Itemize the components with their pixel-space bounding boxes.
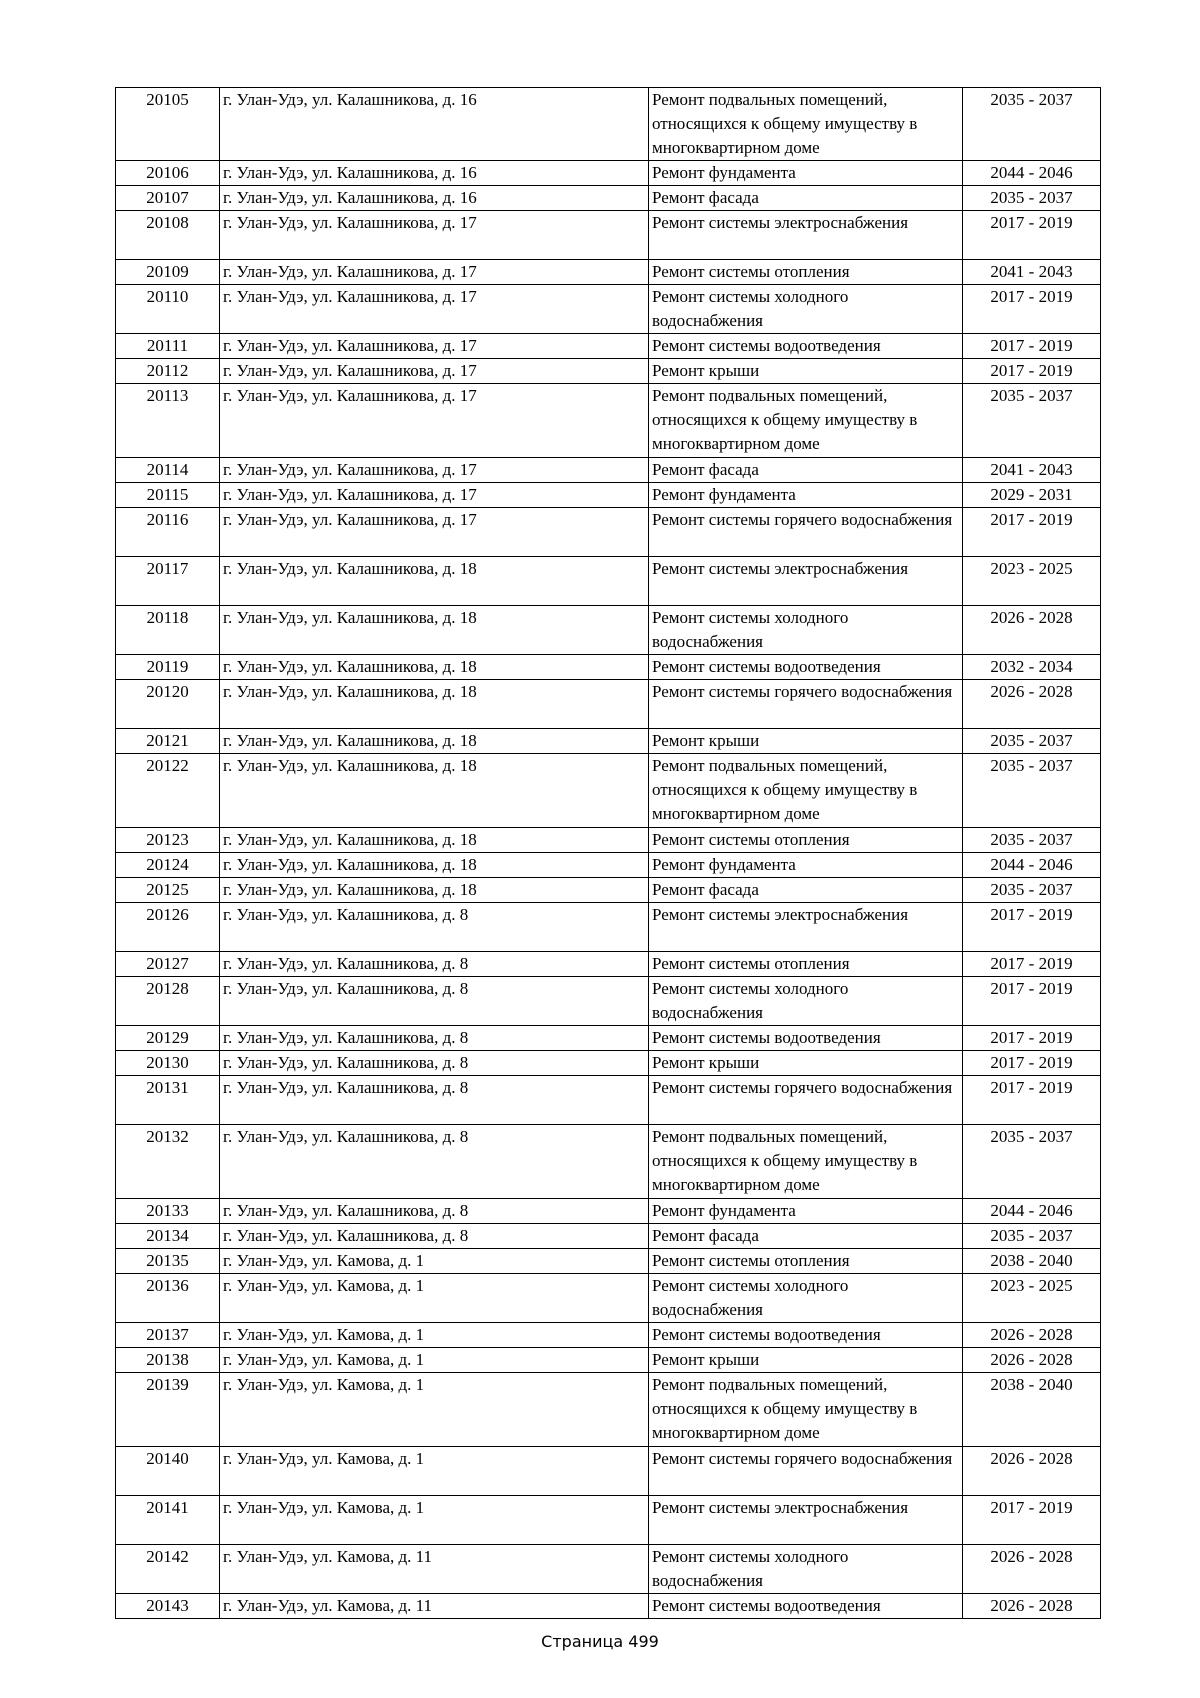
address-cell: г. Улан-Удэ, ул. Калашникова, д. 17 bbox=[220, 334, 649, 359]
address-cell: г. Улан-Удэ, ул. Калашникова, д. 8 bbox=[220, 1224, 649, 1249]
row-id-cell: 20137 bbox=[116, 1323, 220, 1348]
address-cell: г. Улан-Удэ, ул. Камова, д. 1 bbox=[220, 1274, 649, 1323]
address-cell: г. Улан-Удэ, ул. Камова, д. 1 bbox=[220, 1323, 649, 1348]
period-cell: 2026 - 2028 bbox=[963, 680, 1101, 729]
work-type-cell: Ремонт системы холодного водоснабжения bbox=[649, 1274, 963, 1323]
address-cell: г. Улан-Удэ, ул. Калашникова, д. 17 bbox=[220, 285, 649, 334]
row-id-cell: 20129 bbox=[116, 1026, 220, 1051]
work-type-cell: Ремонт крыши bbox=[649, 729, 963, 754]
period-cell: 2035 - 2037 bbox=[963, 384, 1101, 458]
period-cell: 2035 - 2037 bbox=[963, 754, 1101, 828]
work-type-cell: Ремонт подвальных помещений, относящихся к общему имуществу в многоквартирном доме bbox=[649, 384, 963, 458]
period-cell: 2017 - 2019 bbox=[963, 285, 1101, 334]
row-id-cell: 20139 bbox=[116, 1373, 220, 1447]
period-cell: 2026 - 2028 bbox=[963, 1545, 1101, 1594]
work-type-cell: Ремонт системы водоотведения bbox=[649, 655, 963, 680]
table-body bbox=[116, 88, 1101, 1619]
address-cell: г. Улан-Удэ, ул. Калашникова, д. 18 bbox=[220, 606, 649, 655]
row-id-cell: 20105 bbox=[116, 88, 220, 161]
table-row bbox=[116, 384, 1101, 458]
period-cell: 2017 - 2019 bbox=[963, 1026, 1101, 1051]
address-cell: г. Улан-Удэ, ул. Калашникова, д. 8 bbox=[220, 1125, 649, 1199]
work-type-cell: Ремонт системы горячего водоснабжения bbox=[649, 1447, 963, 1496]
table-row bbox=[116, 903, 1101, 952]
address-cell: г. Улан-Удэ, ул. Калашникова, д. 8 bbox=[220, 903, 649, 952]
table-row bbox=[116, 655, 1101, 680]
table-row bbox=[116, 1026, 1101, 1051]
work-type-cell: Ремонт системы электроснабжения bbox=[649, 1496, 963, 1545]
period-cell: 2017 - 2019 bbox=[963, 359, 1101, 384]
table-row bbox=[116, 952, 1101, 977]
row-id-cell: 20136 bbox=[116, 1274, 220, 1323]
period-cell: 2017 - 2019 bbox=[963, 211, 1101, 260]
address-cell: г. Улан-Удэ, ул. Калашникова, д. 18 bbox=[220, 754, 649, 828]
period-cell: 2041 - 2043 bbox=[963, 260, 1101, 285]
address-cell: г. Улан-Удэ, ул. Камова, д. 1 bbox=[220, 1373, 649, 1447]
table-row bbox=[116, 606, 1101, 655]
row-id-cell: 20126 bbox=[116, 903, 220, 952]
row-id-cell: 20134 bbox=[116, 1224, 220, 1249]
row-id-cell: 20135 bbox=[116, 1249, 220, 1274]
period-cell: 2044 - 2046 bbox=[963, 853, 1101, 878]
row-id-cell: 20115 bbox=[116, 483, 220, 508]
work-type-cell: Ремонт крыши bbox=[649, 359, 963, 384]
address-cell: г. Улан-Удэ, ул. Калашникова, д. 17 bbox=[220, 384, 649, 458]
table-row bbox=[116, 1348, 1101, 1373]
table-row bbox=[116, 458, 1101, 483]
address-cell: г. Улан-Удэ, ул. Калашникова, д. 18 bbox=[220, 655, 649, 680]
address-cell: г. Улан-Удэ, ул. Калашникова, д. 8 bbox=[220, 1076, 649, 1125]
work-type-cell: Ремонт системы электроснабжения bbox=[649, 557, 963, 606]
period-cell: 2041 - 2043 bbox=[963, 458, 1101, 483]
row-id-cell: 20106 bbox=[116, 161, 220, 186]
work-type-cell: Ремонт крыши bbox=[649, 1051, 963, 1076]
address-cell: г. Улан-Удэ, ул. Калашникова, д. 18 bbox=[220, 828, 649, 853]
address-cell: г. Улан-Удэ, ул. Калашникова, д. 16 bbox=[220, 88, 649, 161]
work-type-cell: Ремонт подвальных помещений, относящихся к общему имуществу в многоквартирном доме bbox=[649, 754, 963, 828]
work-type-cell: Ремонт системы горячего водоснабжения bbox=[649, 1076, 963, 1125]
row-id-cell: 20112 bbox=[116, 359, 220, 384]
table-row bbox=[116, 853, 1101, 878]
row-id-cell: 20108 bbox=[116, 211, 220, 260]
table-row bbox=[116, 1323, 1101, 1348]
address-cell: г. Улан-Удэ, ул. Калашникова, д. 18 bbox=[220, 878, 649, 903]
table-row bbox=[116, 285, 1101, 334]
address-cell: г. Улан-Удэ, ул. Камова, д. 1 bbox=[220, 1249, 649, 1274]
period-cell: 2017 - 2019 bbox=[963, 508, 1101, 557]
row-id-cell: 20124 bbox=[116, 853, 220, 878]
address-cell: г. Улан-Удэ, ул. Калашникова, д. 8 bbox=[220, 952, 649, 977]
period-cell: 2026 - 2028 bbox=[963, 606, 1101, 655]
work-type-cell: Ремонт крыши bbox=[649, 1348, 963, 1373]
work-type-cell: Ремонт системы горячего водоснабжения bbox=[649, 508, 963, 557]
period-cell: 2017 - 2019 bbox=[963, 952, 1101, 977]
work-type-cell: Ремонт системы отопления bbox=[649, 1249, 963, 1274]
work-type-cell: Ремонт фасада bbox=[649, 458, 963, 483]
row-id-cell: 20140 bbox=[116, 1447, 220, 1496]
row-id-cell: 20118 bbox=[116, 606, 220, 655]
table-row bbox=[116, 754, 1101, 828]
row-id-cell: 20111 bbox=[116, 334, 220, 359]
table-row bbox=[116, 1249, 1101, 1274]
table-row bbox=[116, 161, 1101, 186]
work-type-cell: Ремонт системы водоотведения bbox=[649, 334, 963, 359]
table-row bbox=[116, 1545, 1101, 1594]
row-id-cell: 20114 bbox=[116, 458, 220, 483]
work-type-cell: Ремонт подвальных помещений, относящихся к общему имуществу в многоквартирном доме bbox=[649, 1125, 963, 1199]
row-id-cell: 20116 bbox=[116, 508, 220, 557]
address-cell: г. Улан-Удэ, ул. Камова, д. 1 bbox=[220, 1447, 649, 1496]
work-type-cell: Ремонт системы электроснабжения bbox=[649, 903, 963, 952]
address-cell: г. Улан-Удэ, ул. Калашникова, д. 18 bbox=[220, 729, 649, 754]
row-id-cell: 20121 bbox=[116, 729, 220, 754]
period-cell: 2029 - 2031 bbox=[963, 483, 1101, 508]
period-cell: 2017 - 2019 bbox=[963, 977, 1101, 1026]
table-row bbox=[116, 1125, 1101, 1199]
row-id-cell: 20142 bbox=[116, 1545, 220, 1594]
table-row bbox=[116, 1373, 1101, 1447]
address-cell: г. Улан-Удэ, ул. Калашникова, д. 17 bbox=[220, 260, 649, 285]
work-type-cell: Ремонт фундамента bbox=[649, 483, 963, 508]
row-id-cell: 20109 bbox=[116, 260, 220, 285]
period-cell: 2035 - 2037 bbox=[963, 878, 1101, 903]
row-id-cell: 20132 bbox=[116, 1125, 220, 1199]
row-id-cell: 20113 bbox=[116, 384, 220, 458]
address-cell: г. Улан-Удэ, ул. Камова, д. 11 bbox=[220, 1594, 649, 1619]
table-row bbox=[116, 1051, 1101, 1076]
period-cell: 2017 - 2019 bbox=[963, 903, 1101, 952]
table-row bbox=[116, 1447, 1101, 1496]
period-cell: 2017 - 2019 bbox=[963, 1076, 1101, 1125]
work-type-cell: Ремонт системы водоотведения bbox=[649, 1594, 963, 1619]
row-id-cell: 20133 bbox=[116, 1199, 220, 1224]
table-row bbox=[116, 1224, 1101, 1249]
table-row bbox=[116, 508, 1101, 557]
work-type-cell: Ремонт подвальных помещений, относящихся к общему имуществу в многоквартирном доме bbox=[649, 1373, 963, 1447]
period-cell: 2044 - 2046 bbox=[963, 1199, 1101, 1224]
address-cell: г. Улан-Удэ, ул. Калашникова, д. 16 bbox=[220, 186, 649, 211]
period-cell: 2032 - 2034 bbox=[963, 655, 1101, 680]
address-cell: г. Улан-Удэ, ул. Камова, д. 1 bbox=[220, 1348, 649, 1373]
row-id-cell: 20128 bbox=[116, 977, 220, 1026]
table-row bbox=[116, 1274, 1101, 1323]
page-number: Страница 499 bbox=[541, 1632, 659, 1651]
address-cell: г. Улан-Удэ, ул. Калашникова, д. 8 bbox=[220, 977, 649, 1026]
table-row bbox=[116, 186, 1101, 211]
table-row bbox=[116, 1594, 1101, 1619]
period-cell: 2017 - 2019 bbox=[963, 1496, 1101, 1545]
row-id-cell: 20110 bbox=[116, 285, 220, 334]
work-type-cell: Ремонт фасада bbox=[649, 878, 963, 903]
table-row bbox=[116, 211, 1101, 260]
address-cell: г. Улан-Удэ, ул. Калашникова, д. 16 bbox=[220, 161, 649, 186]
period-cell: 2035 - 2037 bbox=[963, 729, 1101, 754]
period-cell: 2038 - 2040 bbox=[963, 1249, 1101, 1274]
period-cell: 2035 - 2037 bbox=[963, 828, 1101, 853]
period-cell: 2038 - 2040 bbox=[963, 1373, 1101, 1447]
table-row bbox=[116, 88, 1101, 161]
address-cell: г. Улан-Удэ, ул. Калашникова, д. 8 bbox=[220, 1051, 649, 1076]
work-type-cell: Ремонт фундамента bbox=[649, 853, 963, 878]
period-cell: 2035 - 2037 bbox=[963, 88, 1101, 161]
row-id-cell: 20125 bbox=[116, 878, 220, 903]
period-cell: 2026 - 2028 bbox=[963, 1348, 1101, 1373]
table-row bbox=[116, 1199, 1101, 1224]
period-cell: 2017 - 2019 bbox=[963, 334, 1101, 359]
work-type-cell: Ремонт системы отопления bbox=[649, 828, 963, 853]
work-type-cell: Ремонт фундамента bbox=[649, 1199, 963, 1224]
address-cell: г. Улан-Удэ, ул. Калашникова, д. 18 bbox=[220, 680, 649, 729]
capital-repair-table bbox=[115, 87, 1101, 1619]
address-cell: г. Улан-Удэ, ул. Калашникова, д. 18 bbox=[220, 557, 649, 606]
address-cell: г. Улан-Удэ, ул. Калашникова, д. 8 bbox=[220, 1199, 649, 1224]
period-cell: 2017 - 2019 bbox=[963, 1051, 1101, 1076]
address-cell: г. Улан-Удэ, ул. Калашникова, д. 17 bbox=[220, 458, 649, 483]
row-id-cell: 20123 bbox=[116, 828, 220, 853]
row-id-cell: 20120 bbox=[116, 680, 220, 729]
work-type-cell: Ремонт системы электроснабжения bbox=[649, 211, 963, 260]
address-cell: г. Улан-Удэ, ул. Калашникова, д. 18 bbox=[220, 853, 649, 878]
work-type-cell: Ремонт системы горячего водоснабжения bbox=[649, 680, 963, 729]
work-type-cell: Ремонт фасада bbox=[649, 1224, 963, 1249]
work-type-cell: Ремонт системы холодного водоснабжения bbox=[649, 1545, 963, 1594]
row-id-cell: 20127 bbox=[116, 952, 220, 977]
table-row bbox=[116, 680, 1101, 729]
table-row bbox=[116, 878, 1101, 903]
period-cell: 2026 - 2028 bbox=[963, 1323, 1101, 1348]
row-id-cell: 20117 bbox=[116, 557, 220, 606]
table-row bbox=[116, 483, 1101, 508]
table-row bbox=[116, 729, 1101, 754]
work-type-cell: Ремонт фундамента bbox=[649, 161, 963, 186]
row-id-cell: 20122 bbox=[116, 754, 220, 828]
period-cell: 2026 - 2028 bbox=[963, 1594, 1101, 1619]
address-cell: г. Улан-Удэ, ул. Калашникова, д. 17 bbox=[220, 359, 649, 384]
table-row bbox=[116, 1076, 1101, 1125]
row-id-cell: 20107 bbox=[116, 186, 220, 211]
work-type-cell: Ремонт системы холодного водоснабжения bbox=[649, 285, 963, 334]
period-cell: 2023 - 2025 bbox=[963, 557, 1101, 606]
table-row bbox=[116, 977, 1101, 1026]
address-cell: г. Улан-Удэ, ул. Калашникова, д. 17 bbox=[220, 211, 649, 260]
period-cell: 2026 - 2028 bbox=[963, 1447, 1101, 1496]
work-type-cell: Ремонт подвальных помещений, относящихся к общему имуществу в многоквартирном доме bbox=[649, 88, 963, 161]
table-row bbox=[116, 260, 1101, 285]
row-id-cell: 20138 bbox=[116, 1348, 220, 1373]
row-id-cell: 20143 bbox=[116, 1594, 220, 1619]
address-cell: г. Улан-Удэ, ул. Калашникова, д. 17 bbox=[220, 508, 649, 557]
period-cell: 2023 - 2025 bbox=[963, 1274, 1101, 1323]
row-id-cell: 20130 bbox=[116, 1051, 220, 1076]
work-type-cell: Ремонт фасада bbox=[649, 186, 963, 211]
address-cell: г. Улан-Удэ, ул. Камова, д. 1 bbox=[220, 1496, 649, 1545]
work-type-cell: Ремонт системы водоотведения bbox=[649, 1323, 963, 1348]
address-cell: г. Улан-Удэ, ул. Калашникова, д. 8 bbox=[220, 1026, 649, 1051]
period-cell: 2035 - 2037 bbox=[963, 1125, 1101, 1199]
period-cell: 2035 - 2037 bbox=[963, 1224, 1101, 1249]
address-cell: г. Улан-Удэ, ул. Калашникова, д. 17 bbox=[220, 483, 649, 508]
work-type-cell: Ремонт системы отопления bbox=[649, 952, 963, 977]
period-cell: 2044 - 2046 bbox=[963, 161, 1101, 186]
address-cell: г. Улан-Удэ, ул. Камова, д. 11 bbox=[220, 1545, 649, 1594]
table-row bbox=[116, 334, 1101, 359]
table-row bbox=[116, 828, 1101, 853]
row-id-cell: 20141 bbox=[116, 1496, 220, 1545]
table-row bbox=[116, 359, 1101, 384]
work-type-cell: Ремонт системы водоотведения bbox=[649, 1026, 963, 1051]
work-type-cell: Ремонт системы холодного водоснабжения bbox=[649, 606, 963, 655]
work-type-cell: Ремонт системы отопления bbox=[649, 260, 963, 285]
period-cell: 2035 - 2037 bbox=[963, 186, 1101, 211]
row-id-cell: 20131 bbox=[116, 1076, 220, 1125]
work-type-cell: Ремонт системы холодного водоснабжения bbox=[649, 977, 963, 1026]
row-id-cell: 20119 bbox=[116, 655, 220, 680]
table-row bbox=[116, 557, 1101, 606]
table-row bbox=[116, 1496, 1101, 1545]
